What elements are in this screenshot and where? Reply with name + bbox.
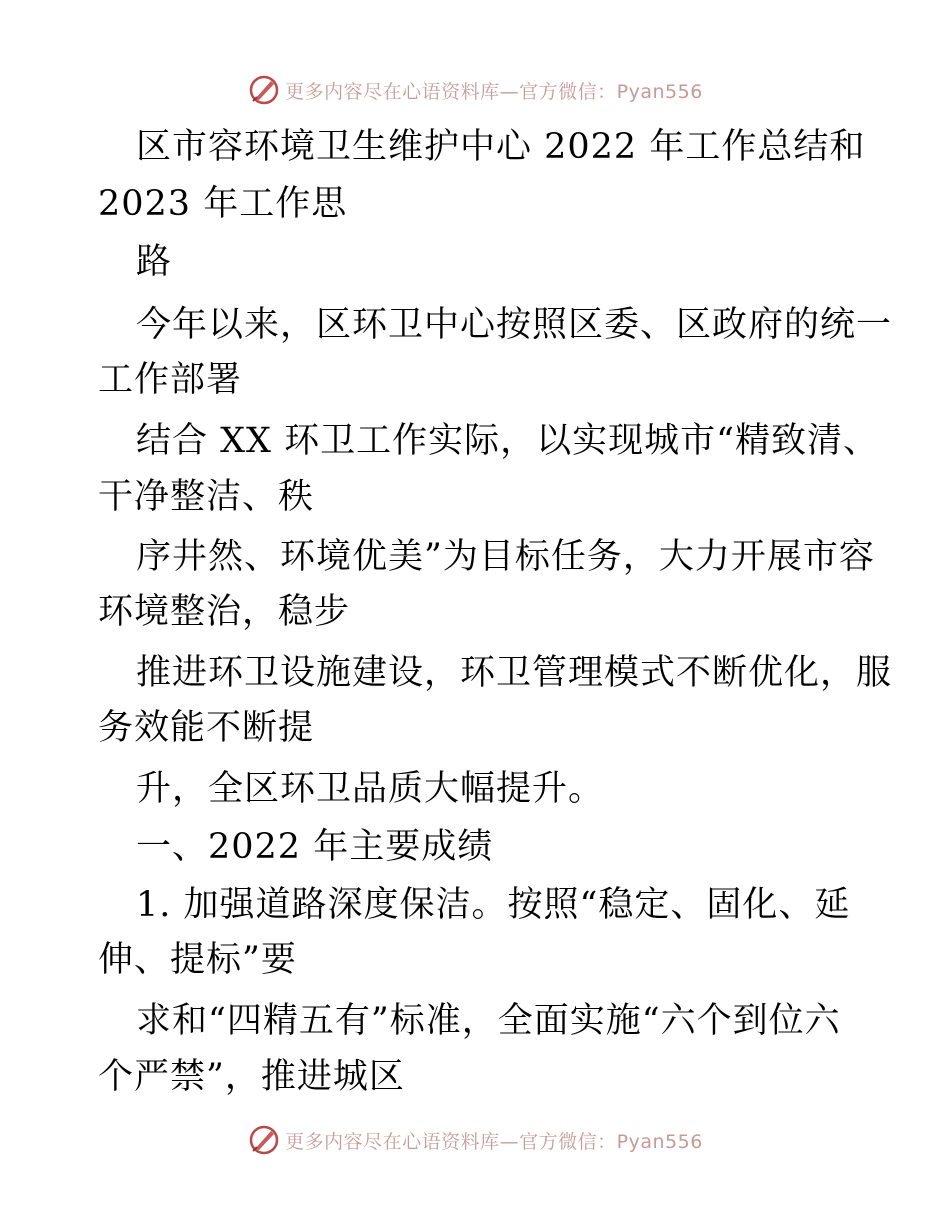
quill-pen-logo-icon [247, 1123, 281, 1157]
watermark-text: 更多内容尽在心语资料库—官方微信：Pyan556 [285, 1130, 703, 1153]
doc-text-line: 个严禁”，推进城区 [98, 1057, 405, 1097]
doc-text-line: 务效能不断提 [98, 708, 315, 748]
doc-text-line: 伸、提标”要 [98, 940, 297, 980]
doc-text-line: 求和“四精五有”标准，全面实施“六个到位六 [136, 1001, 841, 1041]
footer-watermark [0, 1120, 950, 1160]
section-heading: 一、2022 年主要成绩 [136, 827, 494, 867]
doc-text-line: 升，全区环卫品质大幅提升。 [136, 769, 605, 809]
doc-text-line: 推进环卫设施建设，环卫管理模式不断优化，服 [136, 653, 893, 693]
doc-text-line: 工作部署 [98, 360, 243, 400]
doc-text-line: 今年以来，区环卫中心按照区委、区政府的统一 [136, 305, 893, 345]
doc-title-line-1: 区市容环境卫生维护中心 2022 年工作总结和 [136, 127, 866, 167]
doc-title-line-3: 路 [136, 242, 173, 282]
doc-text-line: 干净整洁、秩 [98, 477, 315, 517]
header-watermark [0, 70, 950, 110]
doc-title-line-2: 2023 年工作思 [98, 184, 348, 224]
watermark-text: 更多内容尽在心语资料库—官方微信：Pyan556 [285, 80, 703, 103]
doc-text-line: 序井然、环境优美”为目标任务，大力开展市容 [136, 537, 875, 577]
doc-text-line: 结合 XX 环卫工作实际，以实现城市“精致清、 [136, 421, 879, 461]
doc-text-line: 1. 加强道路深度保洁。按照“稳定、固化、延 [136, 885, 851, 925]
quill-pen-logo-icon [247, 73, 281, 107]
doc-text-line: 环境整治，稳步 [98, 592, 351, 632]
